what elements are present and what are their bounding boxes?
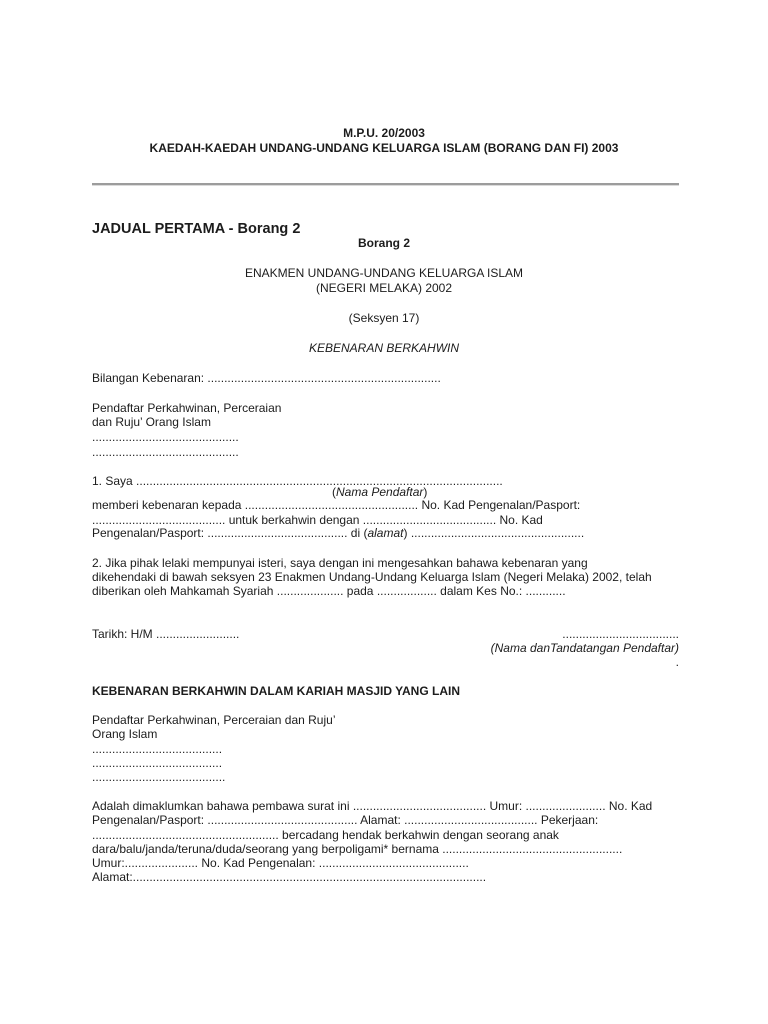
caption-text: Nama Pendaftar	[336, 485, 424, 499]
registrar-line-1: Pendaftar Perkahwinan, Perceraian	[92, 401, 282, 415]
other-registrar-blank-3: ........................................	[92, 770, 226, 784]
para1-line-3: ........................................ untuk berkahwin dengan ........................................ No. Kad	[92, 513, 543, 527]
notice-line-2: Pengenalan/Pasport: ............................................. Alamat: ........................................ Pekerjaan:	[92, 813, 599, 827]
caption-open: (	[332, 485, 336, 499]
registrar-line-2: dan Ruju’ Orang Islam	[92, 415, 211, 429]
schedule-heading: JADUAL PERTAMA - Borang 2	[92, 221, 301, 237]
section-reference: (Seksyen 17)	[348, 311, 420, 325]
document-title: KAEDAH-KAEDAH UNDANG-UNDANG KELUARGA ISLAM (BORANG DAN FI) 2003	[149, 141, 619, 155]
permission-number-line: Bilangan Kebenaran: ......................................................................	[92, 371, 441, 385]
signature-caption: (Nama danTandatangan Pendaftar)	[490, 641, 679, 655]
registrar-blank-2: ............................................	[92, 445, 239, 459]
notice-line-5: Umur:...................... No. Kad Pengenalan: .............................................	[92, 856, 469, 870]
address-label: alamat	[367, 526, 404, 540]
para1-line-2: memberi kebenaran kepada .................................................... No. Kad Pengenalan/Pasport:	[92, 498, 581, 512]
notice-line-3: ........................................................ bercadang hendak berkahwin dengan seorang anak	[92, 828, 559, 842]
other-registrar-blank-1: .......................................	[92, 742, 223, 756]
other-registrar-line-2: Orang Islam	[92, 727, 158, 741]
para1-line-4-end: ) ....................................................	[403, 526, 585, 540]
para1-line-4-start: Pengenalan/Pasport: .......................................... di (	[92, 526, 368, 540]
notice-line-6: Alamat:..........................................................................................................	[92, 870, 487, 884]
date-line: Tarikh: H/M .........................	[92, 627, 240, 641]
para2-line-3: diberikan oleh Mahkamah Syariah .................... pada .................. dalam Kes No.: ............	[92, 584, 566, 598]
notice-line-4: dara/balu/janda/teruna/duda/seorang yang berpoligami* bernama ......................................................	[92, 842, 623, 856]
other-registrar-line-1: Pendaftar Perkahwinan, Perceraian dan Ruju’	[92, 713, 336, 727]
enactment-line-1: ENAKMEN UNDANG-UNDANG KELUARGA ISLAM	[244, 266, 524, 280]
document-code: M.P.U. 20/2003	[343, 126, 425, 140]
para2-line-2: dikehendaki di bawah seksyen 23 Enakmen Undang-Undang Keluarga Islam (Negeri Melaka) 2002, telah	[92, 570, 652, 584]
enactment-line-2: (NEGERI MELAKA) 2002	[315, 281, 453, 295]
form-title: KEBENARAN BERKAHWIN	[308, 341, 460, 355]
header-divider	[92, 183, 679, 186]
para1-line-1: 1. Saya ..............................................................................................................	[92, 474, 503, 488]
registrar-blank-1: ............................................	[92, 430, 239, 444]
other-mosque-heading: KEBENARAN BERKAHWIN DALAM KARIAH MASJID YANG LAIN	[92, 684, 461, 698]
signature-blank: ...................................	[562, 627, 679, 641]
signature-end-mark: .	[675, 655, 679, 669]
form-label: Borang 2	[357, 236, 410, 250]
caption-close: )	[423, 485, 428, 499]
other-registrar-blank-2: .......................................	[92, 756, 223, 770]
para2-line-1: 2. Jika pihak lelaki mempunyai isteri, saya dengan ini mengesahkan bahawa kebenaran yang	[92, 556, 588, 570]
notice-line-1: Adalah dimaklumkan bahawa pembawa surat ini ........................................ Umur: ........................ No. Kad	[92, 799, 653, 813]
registrar-name-caption	[332, 485, 427, 499]
para1-line-4	[92, 526, 584, 540]
